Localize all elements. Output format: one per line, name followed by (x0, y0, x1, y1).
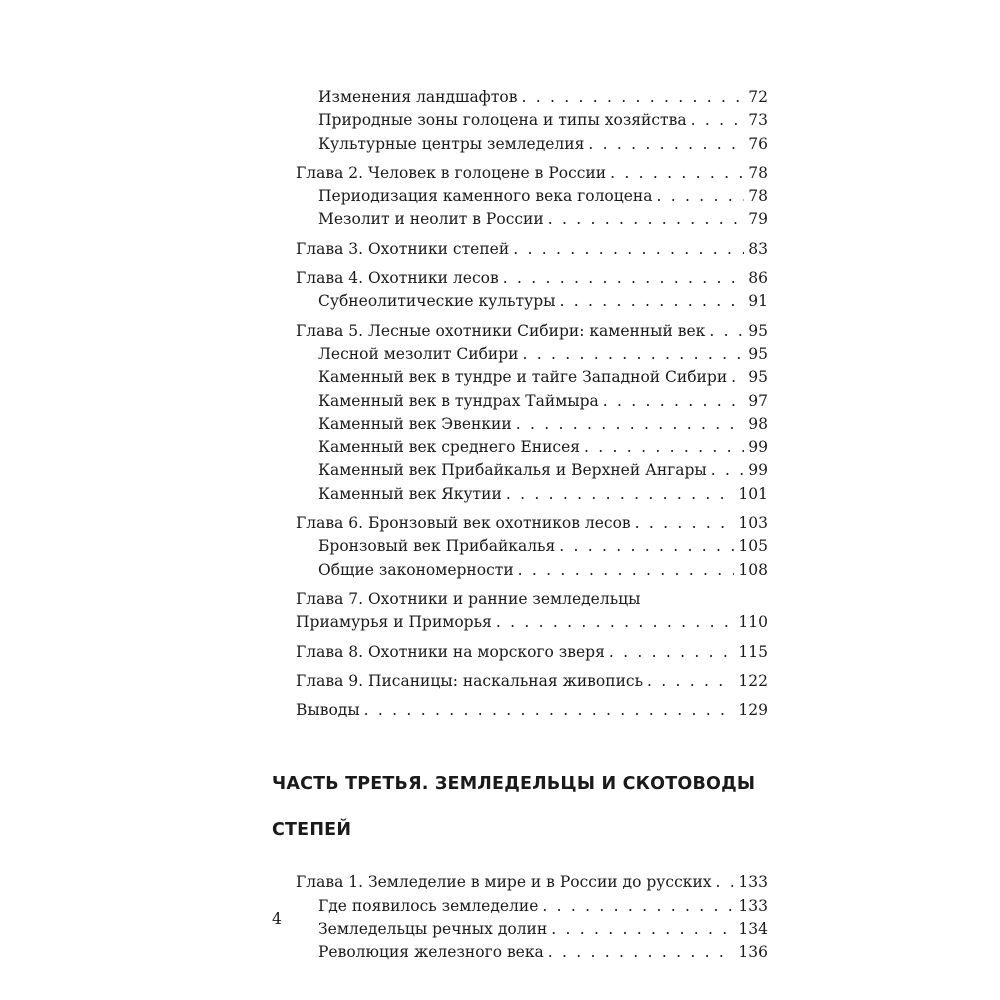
toc-entry-title: Глава 1. Земледелие в мире и в России до русских (296, 873, 712, 892)
toc-entry-page: 133 (738, 873, 768, 892)
toc-entry-title: Бронзовый век Прибайкалья (318, 537, 556, 556)
dot-leader (503, 267, 745, 290)
toc-chapter-entry (272, 320, 768, 343)
toc-entry-title: Глава 5. Лесные охотники Сибири: каменный век (296, 321, 706, 340)
toc-chapter-entry (272, 162, 768, 185)
dot-leader (656, 185, 744, 208)
toc-entry-title: Глава 9. Писаницы: наскальная живопись (296, 671, 644, 690)
toc-entry-page: 72 (748, 88, 768, 106)
toc-entry-page: 99 (748, 438, 768, 457)
table-of-contents (272, 86, 768, 965)
toc-section-entry (272, 185, 768, 208)
toc-section-entry (272, 941, 768, 964)
toc-entry-title: Общие закономерности (318, 560, 514, 579)
toc-entry-page: 78 (748, 163, 768, 182)
toc-section-entry (272, 559, 768, 582)
toc-entry-title: Каменный век среднего Енисея (318, 438, 581, 457)
dot-leader (496, 611, 735, 634)
toc-entry-title: Глава 8. Охотники на морского зверя (296, 642, 605, 661)
toc-section-entry (272, 436, 768, 459)
toc-part-three-list (272, 871, 768, 964)
dot-leader (521, 86, 744, 109)
dot-leader (711, 459, 745, 482)
toc-entry-title: Лесной мезолит Сибири (318, 344, 519, 363)
toc-entry-title: Каменный век Эвенкии (318, 414, 512, 433)
toc-entry-title: Глава 4. Охотники лесов (296, 269, 499, 288)
dot-leader (513, 238, 744, 261)
dot-leader (506, 483, 735, 506)
toc-entry-page: 108 (738, 560, 768, 579)
dot-leader (603, 390, 745, 413)
toc-chapter-entry (272, 641, 768, 664)
toc-entry-page: 129 (738, 701, 768, 720)
toc-entry-page: 115 (738, 642, 768, 661)
toc-section-entry (272, 535, 768, 558)
toc-chapter-entry (272, 267, 768, 290)
toc-entry-page: 134 (738, 920, 768, 939)
dot-leader (548, 941, 735, 964)
toc-section-entry (272, 208, 768, 231)
toc-entry-page: 110 (738, 613, 768, 632)
toc-chapter-entry (272, 670, 768, 693)
toc-entry-page: 133 (738, 896, 768, 915)
toc-entry-page: 86 (748, 269, 768, 288)
toc-entry-title: Каменный век Прибайкалья и Верхней Ангары (318, 461, 707, 480)
toc-entry-title: Природные зоны голоцена и типы хозяйства (318, 111, 687, 130)
toc-entry-page: 91 (748, 292, 768, 311)
toc-entry-page: 105 (738, 537, 768, 556)
dot-leader (560, 290, 745, 313)
toc-entry-page: 95 (748, 368, 768, 387)
toc-entry-title: Революция железного века (318, 943, 544, 962)
part-three-heading-line-1: ЧАСТЬ ТРЕТЬЯ. ЗЕМЛЕДЕЛЬЦЫ И СКОТОВОДЫ (272, 774, 756, 795)
toc-chapter-entry (272, 871, 768, 894)
toc-section-entry (272, 459, 768, 482)
toc-section-entry (272, 133, 768, 156)
toc-entry-page: 78 (748, 187, 768, 206)
toc-entry-page: 136 (738, 943, 768, 962)
toc-entry-page: 98 (748, 414, 768, 433)
dot-leader (588, 133, 744, 156)
toc-entry-page: 97 (748, 391, 768, 410)
toc-entry-title: Где появилось земледелие (318, 896, 539, 915)
dot-leader (709, 320, 744, 343)
toc-section-entry (272, 390, 768, 413)
dot-leader (609, 641, 735, 664)
toc-entry-page: 79 (748, 210, 768, 229)
toc-entry-title: Культурные центры земледелия (318, 134, 585, 153)
toc-section-entry (272, 366, 768, 389)
toc-part-two-tail (272, 641, 768, 723)
toc-section-entry (272, 290, 768, 313)
toc-entry-title: Мезолит и неолит в России (318, 210, 544, 229)
toc-entry-title: Периодизация каменного века голоцена (318, 187, 653, 206)
dot-leader (548, 208, 745, 231)
toc-entry-title: Глава 7. Охотники и ранние земледельцы (296, 589, 641, 608)
part-three-heading-line-2: СТЕПЕЙ (272, 820, 352, 841)
toc-section-entry (272, 86, 768, 109)
dot-leader (610, 162, 744, 185)
dot-leader (551, 918, 734, 941)
dot-leader (516, 413, 745, 436)
dot-leader (691, 109, 745, 132)
toc-entry-page: 99 (748, 461, 768, 480)
toc-entry-title: Субнеолитические культуры (318, 292, 556, 311)
toc-entry-title: Каменный век Якутии (318, 484, 502, 503)
toc-entry-page: 95 (748, 344, 768, 363)
dot-leader (635, 512, 735, 535)
page-number: 4 (272, 910, 282, 928)
toc-section-entry (272, 343, 768, 366)
part-three-heading (272, 750, 768, 865)
toc-entry-chapter-7-line-1 (272, 588, 768, 611)
toc-entry-title: Глава 2. Человек в голоцене в России (296, 163, 607, 182)
toc-part-two-list (272, 86, 768, 582)
dot-leader (542, 895, 734, 918)
toc-entry-page: 76 (748, 134, 768, 153)
toc-entry-title: Каменный век в тундре и тайге Западной Сибири (318, 368, 728, 387)
toc-entry-title: Приамурья и Приморья (296, 613, 492, 632)
dot-leader (716, 871, 735, 894)
toc-chapter-entry (272, 238, 768, 261)
toc-chapter-entry (272, 512, 768, 535)
dot-leader (523, 343, 745, 366)
toc-entry-page: 95 (748, 321, 768, 340)
toc-section-entry (272, 895, 768, 918)
dot-leader (518, 559, 735, 582)
toc-entry-page: 101 (738, 484, 768, 503)
toc-section-entry (272, 413, 768, 436)
toc-chapter-entry (272, 699, 768, 722)
toc-entry-page: 122 (738, 671, 768, 690)
dot-leader (584, 436, 744, 459)
toc-entry-title: Каменный век в тундрах Таймыра (318, 391, 599, 410)
toc-section-entry (272, 918, 768, 941)
toc-entry-title: Выводы (296, 701, 360, 720)
dot-leader (647, 670, 734, 693)
toc-section-entry (272, 109, 768, 132)
dot-leader (559, 535, 734, 558)
toc-entry-title: Изменения ландшафтов (318, 88, 518, 106)
toc-entry-page: 73 (748, 111, 768, 130)
toc-entry-title: Глава 3. Охотники степей (296, 239, 510, 258)
toc-section-entry (272, 483, 768, 506)
toc-entry-title: Земледельцы речных долин (318, 920, 548, 939)
toc-entry-chapter-7-line-2 (272, 611, 768, 634)
dot-leader (731, 366, 744, 389)
toc-entry-page: 103 (738, 514, 768, 533)
toc-entry-title: Глава 6. Бронзовый век охотников лесов (296, 514, 631, 533)
dot-leader (364, 699, 735, 722)
toc-entry-page: 83 (748, 239, 768, 258)
